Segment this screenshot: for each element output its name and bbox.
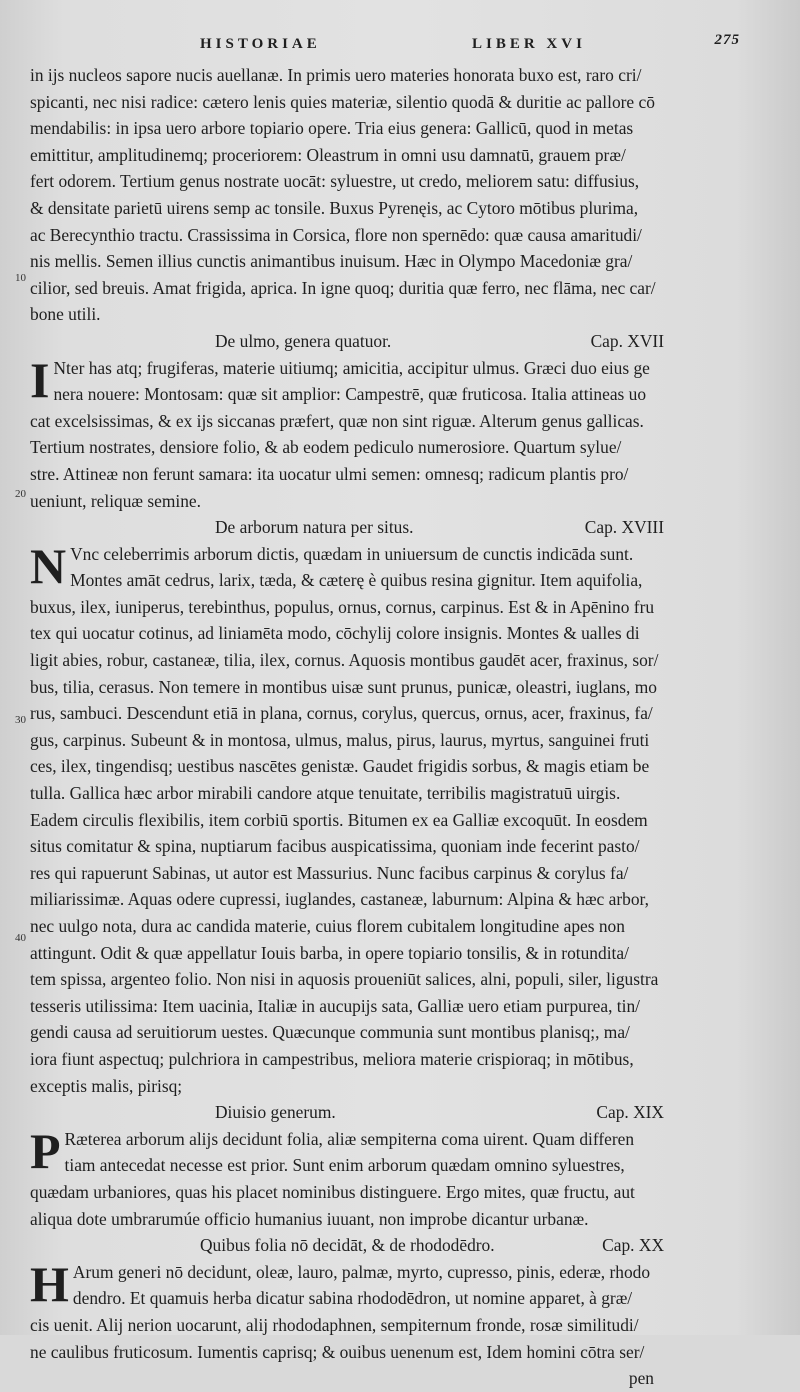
margin-line-number: 10 <box>15 272 26 284</box>
text-line: ne caulibus fruticosum. Iumentis caprisq; & ouibus uenenum est, Idem homini cōtra ser/ <box>30 1341 645 1362</box>
text-line: nera nouere: Montosam: quæ sit amplior: Campestrē, quæ fruticosa. Italia attineas uo <box>53 384 647 405</box>
text-line: bus, tilia, cerasus. Non temere in montibus uisæ sunt prunus, punicæ, oleastri, iuglans, mo <box>30 676 657 697</box>
text-line: attingunt. Odit & quæ appellatur Iouis barba, in opere topiario tonsilis, & in rotundita/ <box>30 942 629 963</box>
text-line: rus, sambuci. Descendunt etiā in plana, cornus, corylus, quercus, ornus, acer, fraxinus, fa/ <box>30 703 653 724</box>
text-line: ces, ilex, tingendisq; uestibus nascētes genistæ. Gaudet frigidis sorbus, & magis etiam be <box>30 756 650 777</box>
drop-initial: I <box>30 351 50 408</box>
folio-number: 275 <box>714 32 740 48</box>
text-line: ac Berecynthio tractu. Crassissima in Corsica, flore non spernēdo: quæ causa amaritudi/ <box>30 224 642 245</box>
text-line: cilior, sed breuis. Amat frigida, aprica. In igne quoq; duritia quæ ferro, nec flāma, nec car/ <box>30 277 656 298</box>
text-line: ligit abies, robur, castaneæ, tilia, ilex, cornus. Aquosis montibus gaudēt acer, fraxinus, sor/ <box>30 650 659 671</box>
text-line: & densitate parietū uirens semp ac tonsile. Buxus Pyrenęis, ac Cytoro mōtibus plurima, <box>30 197 639 218</box>
text-line: tulla. Gallica hæc arbor mirabili candore atque tenuitate, terribilis magistratuū uirgis. <box>30 783 621 804</box>
drop-initial: H <box>30 1255 69 1312</box>
text-line: buxus, ilex, iuniperus, terebinthus, populus, ornus, cornus, carpinus. Est & in Apēnino fru <box>30 596 655 617</box>
chapter-heading <box>30 514 664 541</box>
margin-line-number: 40 <box>15 932 26 944</box>
chapter-number: Cap. XIX <box>596 1102 664 1123</box>
chapter-heading <box>30 1099 664 1126</box>
margin-line-number: 30 <box>15 714 26 726</box>
text-line: gendi causa ad seruitiorum uestes. Quæcunque communia sunt montibus planisq;, ma/ <box>30 1022 630 1043</box>
text-line: quædam urbaniores, quas his placet nominibus distinguere. Ergo mites, quæ fructu, aut <box>30 1181 635 1202</box>
chapter-number: Cap. XX <box>602 1235 664 1256</box>
running-head-title: HISTORIAE <box>200 36 321 52</box>
text-line: bone utili. <box>30 304 101 325</box>
drop-initial: N <box>30 537 67 594</box>
text-line: exceptis malis, pirisq; <box>30 1075 183 1096</box>
chapter-title: De ulmo, genera quatuor. <box>215 330 392 351</box>
body-text <box>30 62 664 1392</box>
text-line: tem spissa, argenteo folio. Non nisi in aquosis proueniūt salices, alni, populi, siler, ligustra <box>30 969 659 990</box>
paragraph-buxus <box>30 62 660 328</box>
drop-initial: P <box>30 1122 61 1179</box>
margin-line-number: 20 <box>15 488 26 500</box>
text-line: cis uenit. Alij nerion uocarunt, alij rhododaphnen, sempiternum fronde, rosæ similitudi/ <box>30 1314 639 1335</box>
chapter-title: De arborum natura per situs. <box>215 517 414 538</box>
text-line: Eadem circulis flexibilis, item corbiū sportis. Bitumen ex ea Galliæ excoquūt. In eosdem <box>30 809 648 830</box>
text-line: emittitur, amplitudinemq; proceriorem: Oleastrum in omni usu damnatū, grauem præ/ <box>30 144 626 165</box>
text-line: stre. Attineæ non ferunt samara: ita uocatur ulmi semen: omnesq; radicum plantis pro/ <box>30 463 629 484</box>
text-line: fert odorem. Tertium genus nostrate uocāt: syluestre, ut credo, meliorem satu: diffusius, <box>30 171 640 192</box>
catchword: pen <box>628 1368 654 1389</box>
text-line: miliarissimæ. Aquas odere cupressi, iuglandes, castaneæ, laburnum: Alpina & hæc arbor, <box>30 889 649 910</box>
chapter-title: Diuisio generum. <box>215 1102 336 1123</box>
text-line: Tertium nostrates, densiore folio, & ab eodem pediculo numerosiore. Quartum sylue/ <box>30 437 622 458</box>
text-line: tesseris utilissima: Item uacinia, Italiæ in aucupijs sata, Galliæ uero etiam purpurea, tin/ <box>30 995 640 1016</box>
text-line: dendro. Et quamuis herba dicatur sabina rhododēdron, ut nomine apparet, à græ/ <box>72 1288 633 1309</box>
text-line: Montes amāt cedrus, larix, tæda, & cæterę è quibus resina gignitur. Item aquifolia, <box>70 570 643 591</box>
running-head <box>200 32 740 58</box>
text-line: Nter has atq; frugiferas, materie uitiumq; amicitia, accipitur ulmus. Græci duo eius ge <box>53 357 650 378</box>
text-line: nec uulgo nota, dura ac candida materie, cuius florem cubitalem longitudine apes non <box>30 916 625 936</box>
chapter-title: Quibus folia nō decidāt, & de rhododēdro. <box>200 1235 495 1256</box>
chapter-number: Cap. XVII <box>590 330 664 351</box>
text-line: tiam antecedat necesse est prior. Sunt enim arborum quædam omnino syluestres, <box>64 1155 625 1176</box>
text-line: situs comitatur & spina, nuptiarum facibus auspicatissima, quoniam inde fecerint pasto/ <box>30 836 640 857</box>
running-head-book: LIBER XVI <box>472 36 586 52</box>
text-line: ueniunt, reliquæ semine. <box>30 490 201 511</box>
paragraph-rhododendron <box>30 1255 660 1365</box>
text-line: aliqua dote umbrarumúe officio humanius iuuant, non improbe dicantur urbanæ. <box>30 1208 589 1229</box>
text-line: iora fiunt aspectuq; pulchriora in campestribus, meliora materie crispioraq; in mōtibus, <box>30 1048 634 1069</box>
text-line: cat excelsissimas, & ex ijs siccanas præfert, quæ non sint riguæ. Alterum genus gallicas. <box>30 410 644 431</box>
text-line: in ijs nucleos sapore nucis auellanæ. In primis uero materies honorata buxo est, raro cri/ <box>30 65 642 85</box>
text-line: Ræterea arborum alijs decidunt folia, aliæ sempiterna coma uirent. Quam differen <box>64 1128 635 1149</box>
text-line: gus, carpinus. Subeunt & in montosa, ulmus, malus, pirus, laurus, myrtus, sanguinei fruti <box>30 729 650 750</box>
chapter-heading <box>30 1232 664 1259</box>
paragraph-situs <box>30 537 660 1099</box>
text-line: Arum generi nō decidunt, oleæ, lauro, palmæ, myrto, cupresso, pinis, ederæ, rhodo <box>72 1261 651 1282</box>
chapter-heading <box>30 328 664 355</box>
text-line: tex qui uocatur cotinus, ad liniamēta modo, cōchylij colore insignis. Montes & ualles di <box>30 623 640 644</box>
chapter-number: Cap. XVIII <box>584 517 664 538</box>
text-line: Vnc celeberrimis arborum dictis, quædam in uniuersum de cunctis indicāda sunt. <box>70 543 634 564</box>
text-line: nis mellis. Semen illius cunctis animantibus inuisum. Hæc in Olympo Macedoniæ gra/ <box>30 251 633 272</box>
paragraph-diuisio <box>30 1122 660 1232</box>
text-line: mendabilis: in ipsa uero arbore topiario opere. Tria eius genera: Gallicū, quod in metas <box>30 118 634 139</box>
paragraph-ulmus <box>30 351 660 515</box>
text-line: res qui rapuerunt Sabinas, ut autor est Massurius. Nunc facibus carpinus & corylus fa/ <box>30 862 629 883</box>
text-line: spicanti, nec nisi radice: cætero lenis quies materiæ, silentio quodā & duritie ac pallore cō <box>30 91 655 112</box>
